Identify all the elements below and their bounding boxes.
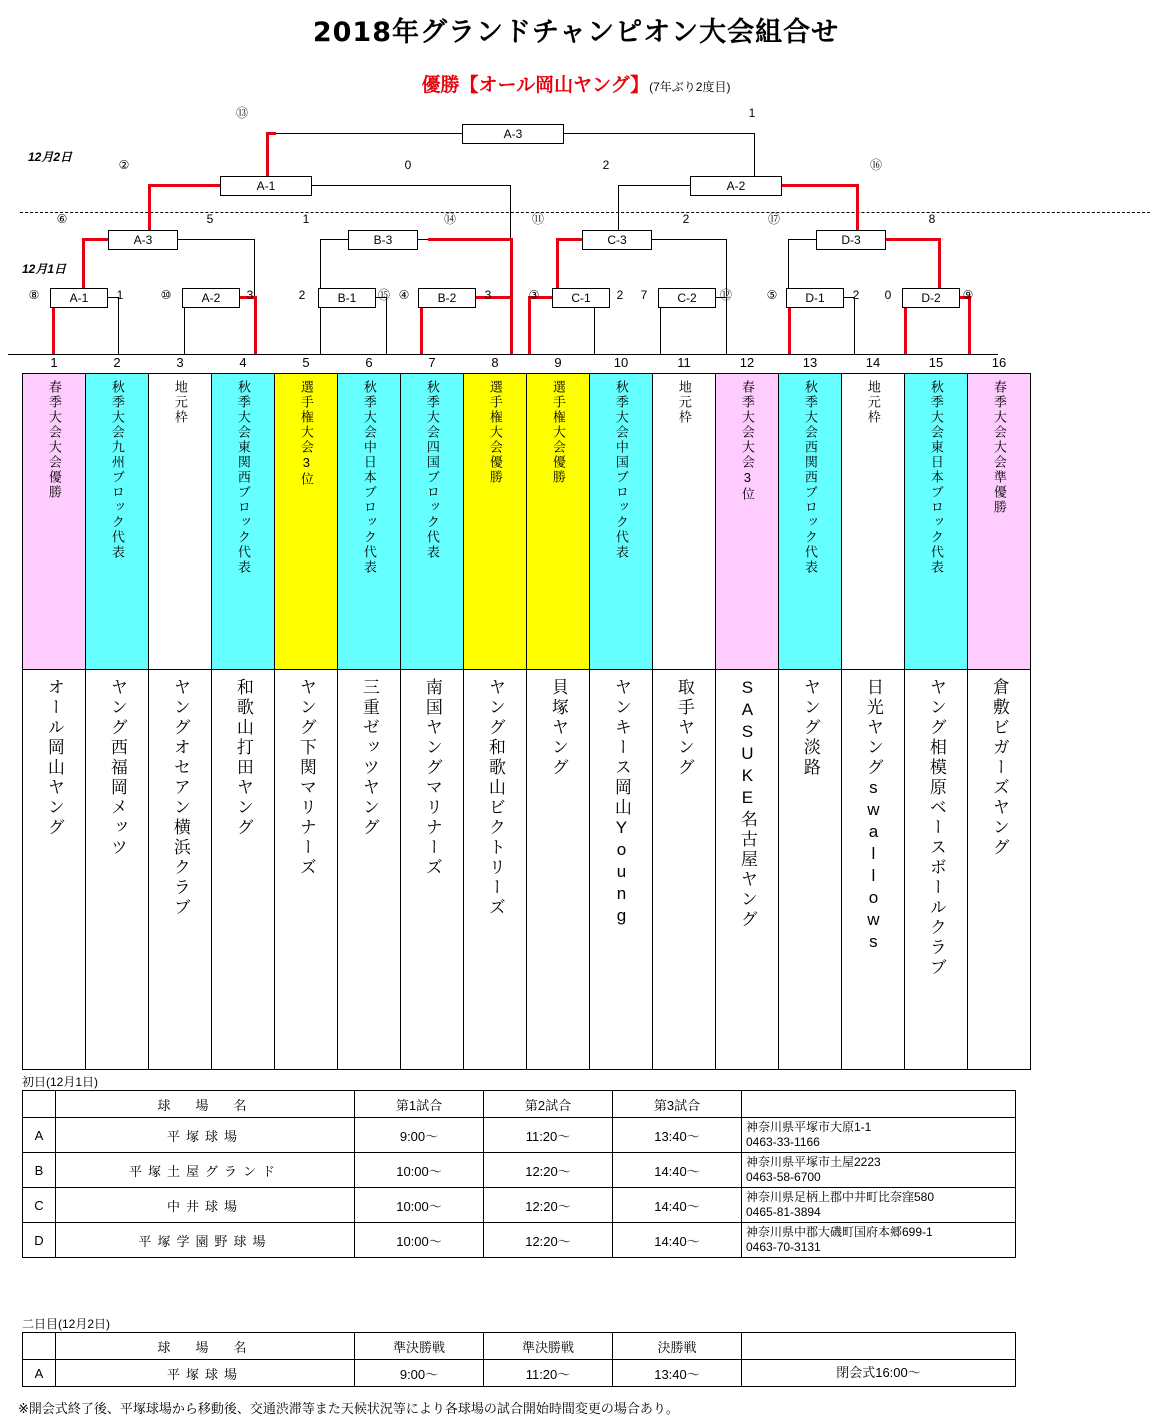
r1-8-left-score: 0 bbox=[884, 288, 892, 302]
game1-time: 10:00～ bbox=[355, 1223, 484, 1258]
day1-schedule-heading: 初日(12月1日) bbox=[22, 1075, 99, 1089]
semi1-right-drop bbox=[510, 185, 511, 238]
team-category-cell bbox=[716, 374, 779, 670]
team-category-cell bbox=[275, 374, 338, 670]
match-r1-4-label: B-2 bbox=[418, 288, 476, 308]
address-line: 神奈川県平塚市大原1-1 bbox=[746, 1120, 872, 1134]
team-category: 秋季大会東日本ブロック代表 bbox=[928, 380, 944, 575]
game3-time: 14:40～ bbox=[613, 1188, 742, 1223]
qf2-right-drop bbox=[510, 238, 513, 296]
r1-1-right-score: 1 bbox=[116, 288, 124, 302]
table-header-row bbox=[23, 1333, 1016, 1360]
team-name-cell bbox=[86, 670, 149, 1070]
venue-name: 平塚球場 bbox=[56, 1360, 355, 1387]
team-name-cell bbox=[401, 670, 464, 1070]
team-number: 13 bbox=[802, 355, 818, 370]
game2-time: 12:20～ bbox=[484, 1223, 613, 1258]
team-category-cell bbox=[527, 374, 590, 670]
r1-5-left-seed: ③ bbox=[528, 288, 540, 302]
game1-time: 10:00～ bbox=[355, 1188, 484, 1223]
team-name: 日光ヤングswallows bbox=[863, 678, 883, 954]
r1-5-right-score: 2 bbox=[616, 288, 624, 302]
game3-time: 14:40～ bbox=[613, 1153, 742, 1188]
team-name: 南国ヤングマリナーズ bbox=[422, 678, 442, 878]
game2-time: 11:20～ bbox=[484, 1118, 613, 1153]
match-qf1-label: A-3 bbox=[108, 230, 178, 250]
team-number: 8 bbox=[491, 355, 499, 370]
team-category-cell bbox=[905, 374, 968, 670]
team-category: 選手権大会3位 bbox=[298, 380, 314, 487]
team-category-cell bbox=[86, 374, 149, 670]
header-index bbox=[23, 1333, 56, 1360]
phone-line: 0463-58-6700 bbox=[746, 1170, 821, 1184]
team-name-cell bbox=[968, 670, 1031, 1070]
qf3-right-score: 2 bbox=[682, 212, 690, 226]
r1-4-right-score: 3 bbox=[484, 288, 492, 302]
match-r1-5-label: C-1 bbox=[552, 288, 610, 308]
team-category-cell bbox=[590, 374, 653, 670]
header-game2: 第2試合 bbox=[484, 1091, 613, 1118]
r1-6-right-drop bbox=[726, 297, 727, 354]
game1-time: 10:00～ bbox=[355, 1153, 484, 1188]
team-category-cell bbox=[338, 374, 401, 670]
header-address bbox=[742, 1091, 1016, 1118]
match-qf4-label: D-3 bbox=[816, 230, 886, 250]
qf4-left-seed: ⑰ bbox=[767, 212, 780, 226]
team-category-cell bbox=[212, 374, 275, 670]
match-qf3-label: C-3 bbox=[582, 230, 652, 250]
team-number: 16 bbox=[991, 355, 1007, 370]
day2-label: 12月2日 bbox=[28, 150, 73, 164]
team-number: 11 bbox=[677, 355, 691, 370]
match-r1-6-label: C-2 bbox=[658, 288, 716, 308]
venue-index: A bbox=[23, 1118, 56, 1153]
team-number: 10 bbox=[613, 355, 629, 370]
team-name-cell bbox=[149, 670, 212, 1070]
r1-6-left-score: 7 bbox=[640, 288, 648, 302]
team-category-cell bbox=[23, 374, 86, 670]
match-semi2-label: A-2 bbox=[690, 176, 782, 196]
venue-index: A bbox=[23, 1360, 56, 1387]
team-category: 地元枠 bbox=[865, 380, 881, 425]
team-name: ヤング下関マリナーズ bbox=[296, 678, 316, 878]
team-name: 貝塚ヤング bbox=[548, 678, 568, 778]
team-category: 春季大会大会準優勝 bbox=[991, 380, 1007, 515]
team-name-cell bbox=[464, 670, 527, 1070]
table-header-row bbox=[23, 1091, 1016, 1118]
team-category-cell bbox=[401, 374, 464, 670]
header-venue: 球 場 名 bbox=[56, 1333, 355, 1360]
match-semi1-label: A-1 bbox=[220, 176, 312, 196]
champion-note: (7年ぶり2度目) bbox=[649, 80, 731, 94]
team-name-cell bbox=[527, 670, 590, 1070]
qf4-right-score: 8 bbox=[928, 212, 936, 226]
teams-category-row bbox=[23, 374, 1031, 670]
match-r1-2-label: A-2 bbox=[182, 288, 240, 308]
match-final-label: A-3 bbox=[462, 124, 564, 144]
team-number: 15 bbox=[928, 355, 944, 370]
team-number: 6 bbox=[365, 355, 373, 370]
day2-schedule-table bbox=[22, 1332, 1016, 1387]
teams-number-row bbox=[23, 352, 1031, 374]
team-category-cell bbox=[464, 374, 527, 670]
r1-2-right-score: 3 bbox=[246, 288, 254, 302]
semi2-left-score: 2 bbox=[602, 158, 610, 172]
team-name: SASUKE名古屋ヤング bbox=[737, 678, 757, 930]
qf2-right-seed: ⑭ bbox=[443, 212, 456, 226]
header-venue: 球 場 名 bbox=[56, 1091, 355, 1118]
r1-4-right-drop bbox=[510, 296, 513, 354]
team-name-cell bbox=[23, 670, 86, 1070]
r1-8-right-drop bbox=[968, 296, 971, 354]
team-category-cell bbox=[842, 374, 905, 670]
team-name: ヤング淡路 bbox=[800, 678, 820, 778]
venue-address bbox=[742, 1118, 1016, 1153]
semi2-right-seed: ⑯ bbox=[869, 158, 882, 172]
venue-index: D bbox=[23, 1223, 56, 1258]
venue-address bbox=[742, 1223, 1016, 1258]
venue-address bbox=[742, 1188, 1016, 1223]
game3-time: 14:40～ bbox=[613, 1223, 742, 1258]
r1-8-right-seed: ⑨ bbox=[962, 288, 974, 302]
team-category: 春季大会大会優勝 bbox=[46, 380, 62, 500]
semi1-right-score: 0 bbox=[404, 158, 412, 172]
team-name: オール岡山ヤング bbox=[44, 678, 64, 838]
semi1-left-seed: ② bbox=[118, 158, 130, 172]
team-name: 三重ゼッツヤング bbox=[359, 678, 379, 838]
r1-3-right-drop bbox=[386, 297, 387, 354]
phone-line: 0463-33-1166 bbox=[746, 1135, 820, 1149]
header-index bbox=[23, 1091, 56, 1118]
table-row bbox=[23, 1188, 1016, 1223]
r1-7-left-seed: ⑤ bbox=[766, 288, 778, 302]
r1-3-left-score: 2 bbox=[298, 288, 306, 302]
champion-banner bbox=[0, 70, 1152, 97]
venue-name: 平塚学園野球場 bbox=[56, 1223, 355, 1258]
team-name-cell bbox=[338, 670, 401, 1070]
final-time: 13:40～ bbox=[613, 1360, 742, 1387]
game2-time: 12:20～ bbox=[484, 1153, 613, 1188]
team-name: ヤング和歌山ビクトリーズ bbox=[485, 678, 505, 918]
footnote: ※開会式終了後、平塚球場から移動後、交通渋滞等また天候状況等により各球場の試合開始時間変更の場合あり。 bbox=[18, 1401, 679, 1416]
header-game3: 第3試合 bbox=[613, 1091, 742, 1118]
day2-schedule-heading: 二日目(12月2日) bbox=[22, 1317, 111, 1331]
team-name-cell bbox=[779, 670, 842, 1070]
day1-schedule-table bbox=[22, 1090, 1016, 1258]
team-name-cell bbox=[842, 670, 905, 1070]
team-category: 春季大会大会3位 bbox=[739, 380, 755, 502]
team-number: 12 bbox=[739, 355, 755, 370]
team-category: 地元枠 bbox=[676, 380, 692, 425]
qf1-right-score: 5 bbox=[206, 212, 214, 226]
qf2-left-score: 1 bbox=[302, 212, 310, 226]
team-name-cell bbox=[653, 670, 716, 1070]
qf2-bar-red bbox=[428, 238, 512, 241]
header-closing bbox=[742, 1333, 1016, 1360]
team-number: 5 bbox=[302, 355, 310, 370]
team-number: 14 bbox=[865, 355, 881, 370]
table-row bbox=[23, 1153, 1016, 1188]
team-category-cell bbox=[149, 374, 212, 670]
venue-address bbox=[742, 1153, 1016, 1188]
team-category: 秋季大会四国ブロック代表 bbox=[424, 380, 440, 560]
team-category: 選手権大会優勝 bbox=[550, 380, 566, 485]
team-name: 取手ヤング bbox=[674, 678, 694, 778]
match-r1-8-label: D-2 bbox=[902, 288, 960, 308]
qf1-left-seed: ⑥ bbox=[56, 212, 68, 226]
header-semi1: 準決勝戦 bbox=[355, 1333, 484, 1360]
phone-line: 0463-70-3131 bbox=[746, 1240, 821, 1254]
team-category-cell bbox=[779, 374, 842, 670]
team-category: 選手権大会優勝 bbox=[487, 380, 503, 485]
r1-7-right-score: 2 bbox=[852, 288, 860, 302]
r1-1-left-seed: ⑧ bbox=[28, 288, 40, 302]
match-qf2-label: B-3 bbox=[348, 230, 418, 250]
address-line: 神奈川県足柄上郡中井町比奈窪580 bbox=[746, 1190, 935, 1204]
team-name: ヤング相模原ベースボールクラブ bbox=[926, 678, 946, 978]
page-title: 2018年グランドチャンピオン大会組合せ bbox=[312, 17, 840, 48]
header-game1: 第1試合 bbox=[355, 1091, 484, 1118]
phone-line: 0465-81-3894 bbox=[746, 1205, 821, 1219]
team-name: ヤングオセアン横浜クラブ bbox=[170, 678, 190, 918]
header-semi2: 準決勝戦 bbox=[484, 1333, 613, 1360]
r1-7-right-drop bbox=[854, 297, 855, 354]
address-line: 神奈川県平塚市土屋2223 bbox=[746, 1155, 881, 1169]
team-number: 7 bbox=[428, 355, 436, 370]
table-row bbox=[23, 1118, 1016, 1153]
qf3-left-seed: ⑪ bbox=[531, 212, 544, 226]
match-r1-3-label: B-1 bbox=[318, 288, 376, 308]
game3-time: 13:40～ bbox=[613, 1118, 742, 1153]
semi1-time: 9:00～ bbox=[355, 1360, 484, 1387]
team-name: ヤング西福岡メッツ bbox=[107, 678, 127, 858]
semi2-time: 11:20～ bbox=[484, 1360, 613, 1387]
header-final: 決勝戦 bbox=[613, 1333, 742, 1360]
address-line: 神奈川県中郡大磯町国府本郷699-1 bbox=[746, 1225, 933, 1239]
team-name-cell bbox=[590, 670, 653, 1070]
team-number: 9 bbox=[554, 355, 562, 370]
final-left-seed: ⑬ bbox=[235, 106, 248, 120]
day-separator bbox=[20, 212, 1150, 213]
team-number: 3 bbox=[176, 355, 184, 370]
team-category-cell bbox=[968, 374, 1031, 670]
team-name-cell bbox=[716, 670, 779, 1070]
r1-3-right-seed: ⑮ bbox=[377, 288, 390, 302]
team-name-cell bbox=[212, 670, 275, 1070]
closing-ceremony: 閉会式16:00～ bbox=[742, 1360, 1016, 1387]
team-category: 秋季大会中日本ブロック代表 bbox=[361, 380, 377, 575]
team-name: 和歌山打田ヤング bbox=[233, 678, 253, 838]
team-name-cell bbox=[905, 670, 968, 1070]
champion-text: 優勝【オール岡山ヤング】 bbox=[421, 75, 650, 96]
teams-table bbox=[22, 352, 1031, 1070]
day1-label: 12月1日 bbox=[22, 262, 67, 276]
venue-name: 平塚球場 bbox=[56, 1118, 355, 1153]
venue-name: 平塚土屋グランド bbox=[56, 1153, 355, 1188]
table-row bbox=[23, 1223, 1016, 1258]
table-row bbox=[23, 1360, 1016, 1387]
team-number: 1 bbox=[50, 355, 58, 370]
match-r1-7-label: D-1 bbox=[786, 288, 844, 308]
team-category: 地元枠 bbox=[172, 380, 188, 425]
bracket-diagram bbox=[0, 100, 1152, 375]
team-number: 4 bbox=[239, 355, 247, 370]
game2-time: 12:20～ bbox=[484, 1188, 613, 1223]
venue-name: 中井球場 bbox=[56, 1188, 355, 1223]
team-category: 秋季大会九州ブロック代表 bbox=[109, 380, 125, 560]
r1-5-left-drop bbox=[528, 296, 531, 354]
team-name: 倉敷ビガーズヤング bbox=[989, 678, 1009, 858]
venue-index: B bbox=[23, 1153, 56, 1188]
team-number: 2 bbox=[113, 355, 121, 370]
r1-6-right-seed: ⑫ bbox=[719, 288, 732, 302]
r1-4-left-seed: ④ bbox=[398, 288, 410, 302]
r1-1-right-drop bbox=[118, 297, 119, 354]
teams-name-row bbox=[23, 670, 1031, 1070]
team-name: ヤンキース岡山Young bbox=[611, 678, 631, 928]
r1-2-right-drop bbox=[254, 296, 257, 354]
team-name-cell bbox=[275, 670, 338, 1070]
team-category-cell bbox=[653, 374, 716, 670]
final-right-score: 1 bbox=[748, 106, 756, 120]
venue-index: C bbox=[23, 1188, 56, 1223]
match-r1-1-label: A-1 bbox=[50, 288, 108, 308]
game1-time: 9:00～ bbox=[355, 1118, 484, 1153]
r1-2-left-seed: ⑩ bbox=[160, 288, 172, 302]
team-category: 秋季大会東関西ブロック代表 bbox=[235, 380, 251, 575]
team-category: 秋季大会西関西ブロック代表 bbox=[802, 380, 818, 575]
team-category: 秋季大会中国ブロック代表 bbox=[613, 380, 629, 560]
